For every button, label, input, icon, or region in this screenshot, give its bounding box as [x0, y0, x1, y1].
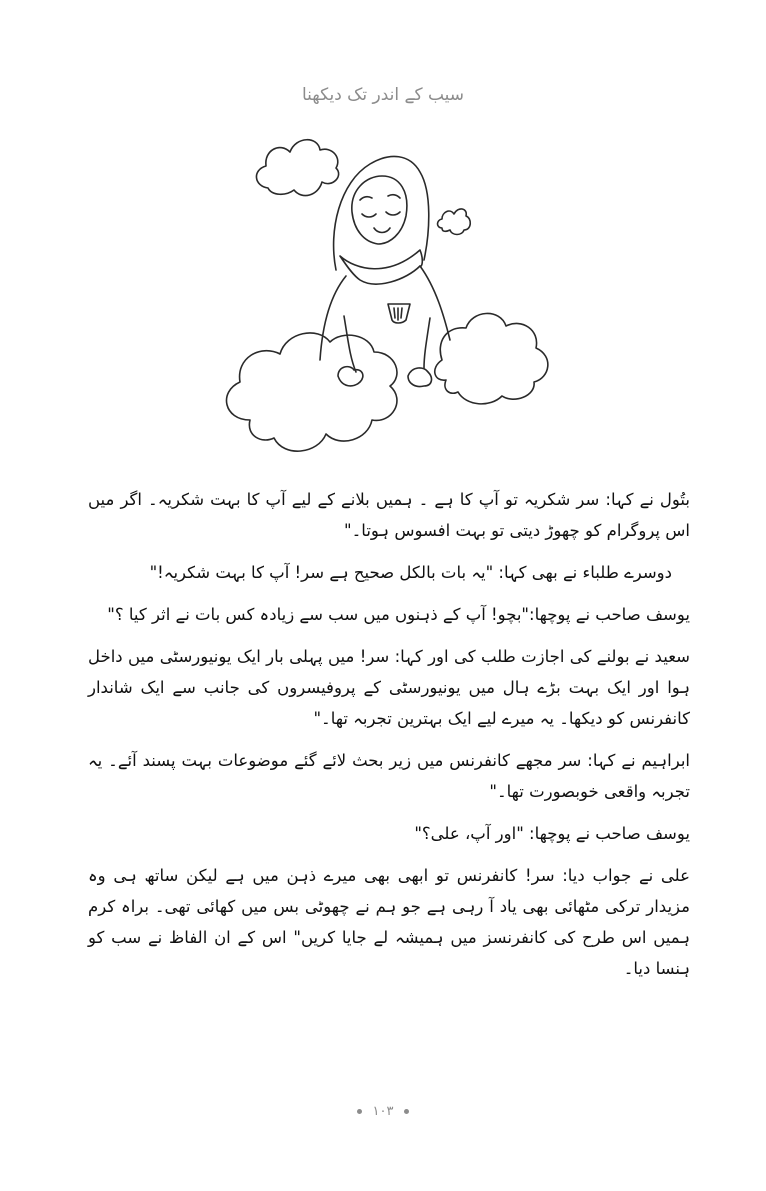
small-cloud-icon [438, 209, 471, 235]
paragraph-yousuf-question: یوسف صاحب نے پوچھا:"بچو! آپ کے ذہنوں میں سب سے زیادہ کس بات نے اثر کیا ؟" [107, 605, 690, 624]
paragraph-yousuf-ali: یوسف صاحب نے پوچھا: "اور آپ، علی؟" [414, 824, 690, 843]
cloud-icon [227, 333, 397, 451]
page-number-value: ۱۰۳ [372, 1104, 394, 1119]
paragraph-ali: علی نے جواب دیا: سر! کانفرنس تو ابھی بھی میرے ذہن میں ہے لیکن ساتھ ہی وہ مزیدار ترکی مٹھائی بھی یاد آ رہی ہے جو ہم نے چھوٹی بس میں کھائی تھی۔ براہ کرم ہمیں اس طرح کی کانفرنسز میں ہمیشہ لے جایا کریں" اس کے ان الفاظ نے سب کو ہنسا دیا۔ [88, 866, 690, 978]
page-number [0, 1104, 766, 1119]
cloud-icon [256, 140, 338, 196]
cloud-icon [435, 313, 548, 403]
story-body [88, 484, 690, 995]
dot-icon [357, 1109, 362, 1114]
paragraph-ibrahim: ابراہیم نے کہا: سر مجھے کانفرنس میں زیر بحث لائے گئے موضوعات بہت پسند آئے۔ یہ تجربہ واقعی خوبصورت تھا۔" [88, 751, 690, 801]
girl-praying-on-clouds-illustration [210, 120, 570, 470]
running-title: سیب کے اندر تک دیکھنا [301, 85, 465, 105]
paragraph-saeed: سعید نے بولنے کی اجازت طلب کی اور کہا: سر! میں پہلی بار ایک یونیورسٹی میں داخل ہوا اور ایک بہت بڑے ہال میں یونیورسٹی کے پروفیسروں کی جانب سے ایک شاندار کانفرنس کو دیکھا۔ یہ میرے لیے ایک بہترین تجربہ تھا۔" [88, 647, 690, 728]
paragraph-students: دوسرے طلباء نے بھی کہا: "یہ بات بالکل صحیح ہے سر! آپ کا بہت شکریہ!" [149, 563, 672, 582]
paragraph-batool: بتُول نے کہا: سر شکریہ تو آپ کا ہے ۔ ہمیں بلانے کے لیے آپ کا بہت شکریہ۔ اگر میں اس پروگرام کو چھوڑ دیتی تو بہت افسوس ہوتا۔" [88, 490, 690, 540]
dot-icon [404, 1109, 409, 1114]
